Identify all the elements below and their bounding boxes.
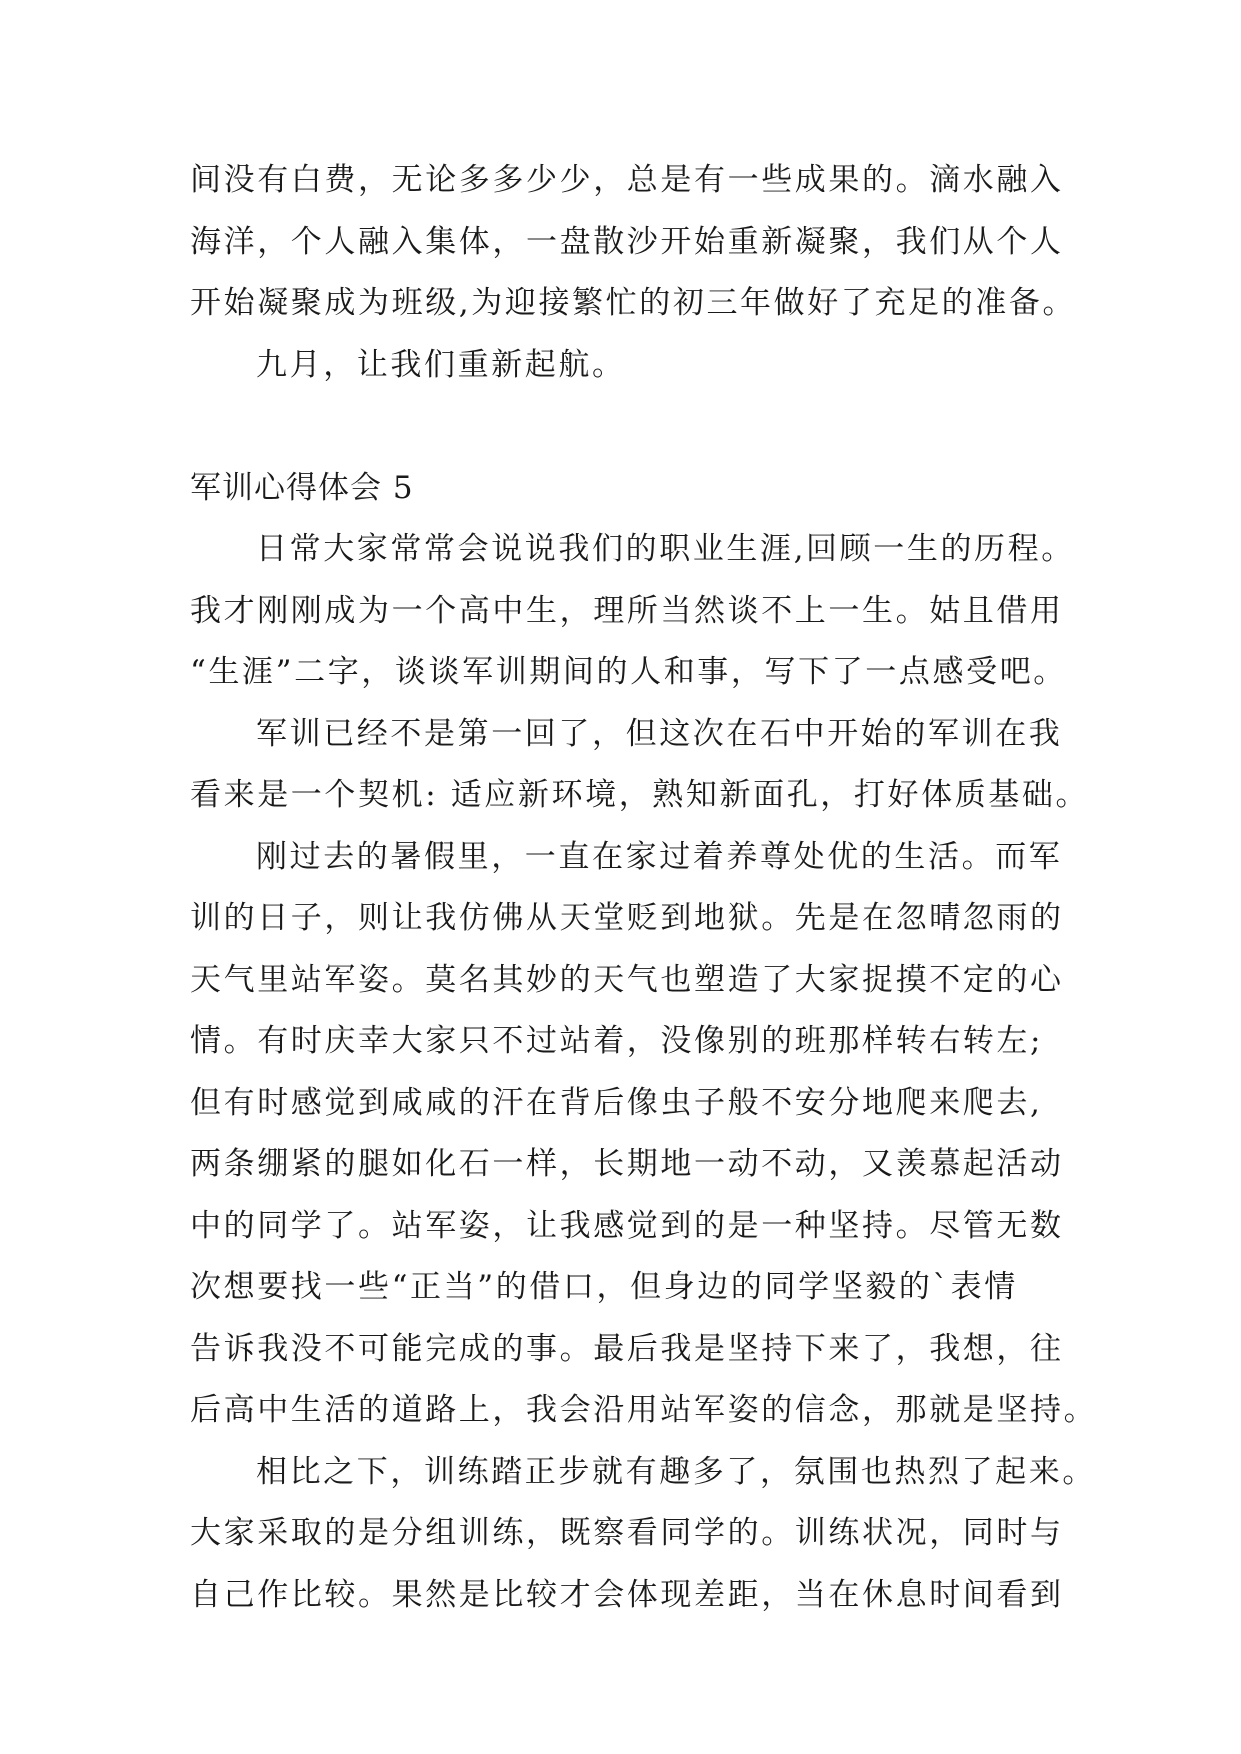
paragraph-line: 日常大家常常会说说我们的职业生涯,回顾一生的历程。 — [256, 531, 1075, 567]
document-body — [190, 150, 1098, 1626]
text-line: 间没有白费，无论多多少少，总是有一些成果的。滴水融入 — [190, 162, 1064, 198]
paragraph-line: 军训已经不是第一回了，但这次在石中开始的军训在我 — [256, 715, 1063, 752]
closing-line: 九月，让我们重新起航。 — [256, 346, 626, 383]
paragraph-line: 大家采取的是分组训练，既察看同学的。训练状况，同时与 — [190, 1515, 1064, 1551]
paragraph-line: 情。有时庆幸大家只不过站着，没像别的班那样转右转左; — [190, 1023, 1044, 1059]
paragraph-line: 告诉我没不可能完成的事。最后我是坚持下来了，我想，往 — [190, 1330, 1064, 1367]
text-line: 海洋，个人融入集体，一盘散沙开始重新凝聚，我们从个人 — [190, 223, 1064, 260]
paragraph-line: “生涯”二字，谈谈军训期间的人和事，写下了一点感受吧。 — [190, 654, 1067, 690]
paragraph-line: 天气里站军姿。莫名其妙的天气也塑造了大家捉摸不定的心 — [190, 961, 1064, 998]
section-spacer — [190, 396, 1090, 458]
text-line: 开始凝聚成为班级,为迎接繁忙的初三年做好了充足的准备。 — [190, 285, 1077, 321]
paragraph-line: 看来是一个契机: 适应新环境，熟知新面孔，打好体质基础。 — [190, 777, 1090, 813]
paragraph-line: 但有时感觉到咸咸的汗在背后像虫子般不安分地爬来爬去, — [190, 1084, 1043, 1121]
paragraph-line: 相比之下，训练踏正步就有趣多了，氛围也热烈了起来。 — [256, 1453, 1096, 1490]
paragraph-line: 次想要找一些“正当”的借口，但身边的同学坚毅的`表情 — [190, 1269, 1018, 1305]
paragraph-line: 自己作比较。果然是比较才会体现差距，当在休息时间看到 — [190, 1576, 1064, 1613]
paragraph-line: 训的日子，则让我仿佛从天堂贬到地狱。先是在忽晴忽雨的 — [190, 900, 1064, 936]
paragraph-line: 我才刚刚成为一个高中生，理所当然谈不上一生。姑且借用 — [190, 592, 1064, 629]
paragraph-line: 中的同学了。站军姿，让我感觉到的是一种坚持。尽管无数 — [190, 1207, 1064, 1244]
paragraph-line: 刚过去的暑假里，一直在家过着养尊处优的生活。而军 — [256, 838, 1063, 875]
section-title: 军训心得体会 5 — [190, 469, 414, 506]
paragraph-line: 两条绷紧的腿如化石一样，长期地一动不动，又羡慕起活动 — [190, 1146, 1064, 1182]
paragraph-line: 后高中生活的道路上，我会沿用站军姿的信念，那就是坚持。 — [190, 1392, 1098, 1428]
